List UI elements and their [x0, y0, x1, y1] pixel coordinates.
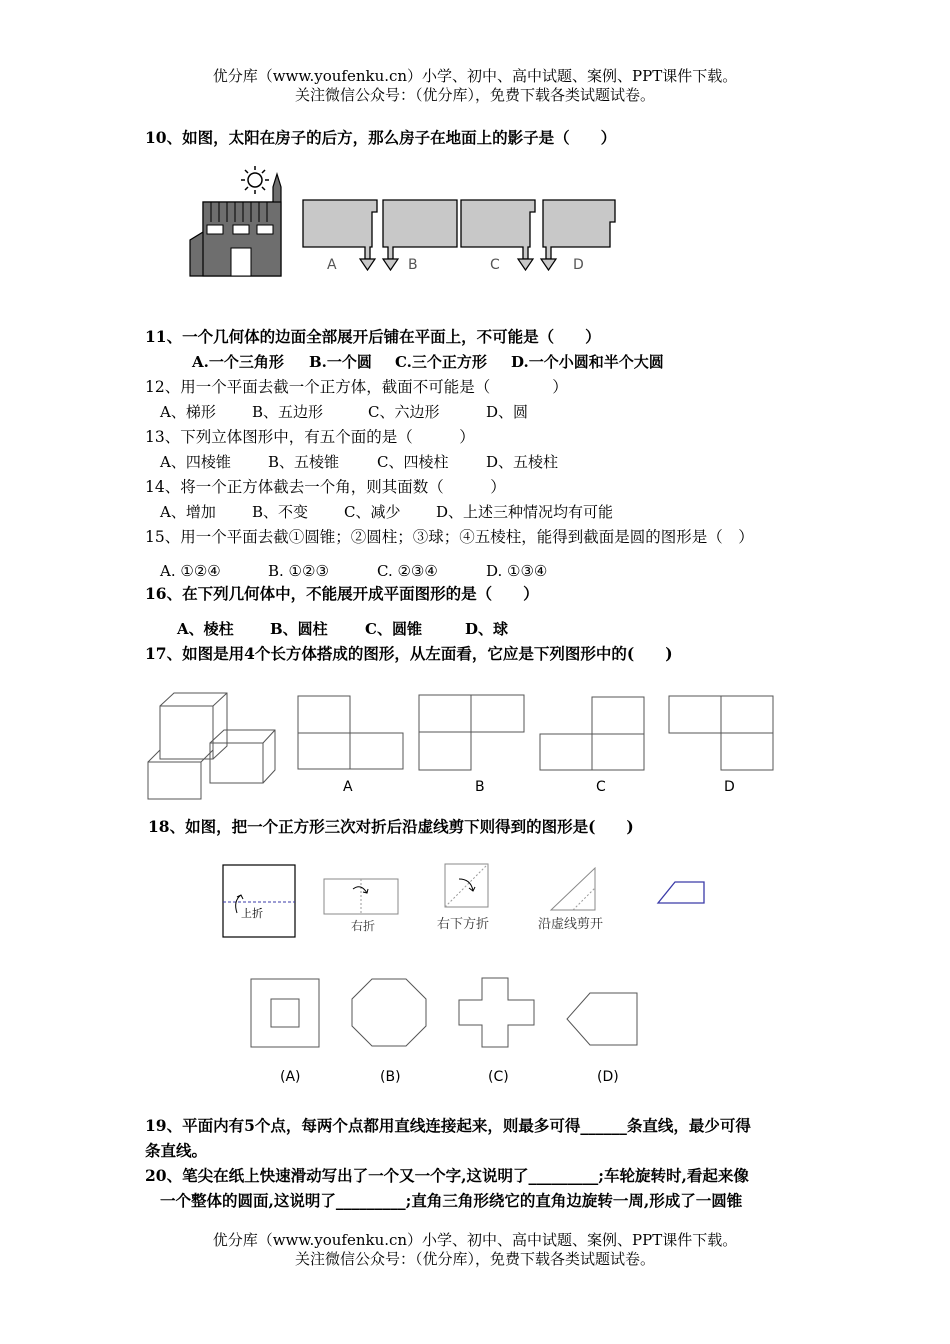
question-18-options: [240, 970, 660, 1090]
q14-option-c: C、减少: [344, 503, 401, 521]
footer-line-1: 优分库（www.youfenku.cn）小学、初中、高中试题、案例、PPT课件下载。: [212, 1231, 738, 1249]
q12-option-a: A、梯形: [160, 403, 216, 421]
q12-option-c: C、六边形: [368, 403, 440, 421]
q17-label-d: D: [724, 779, 735, 795]
q15-option-a: A. ①②④: [160, 562, 221, 580]
question-20-line-1: 20、笔尖在纸上快速滑动写出了一个又一个字,这说明了_________;车轮旋转时,看起来像: [145, 1166, 749, 1185]
q17-label-b: B: [475, 779, 485, 795]
q16-option-c: C、圆锥: [365, 620, 422, 638]
q13-option-b: B、五棱锥: [268, 453, 340, 471]
question-17-figure: [140, 688, 790, 803]
q18-option-b-shape: [352, 979, 426, 1046]
header-line-2: 关注微信公众号：（优分库），免费下载各类试题试卷。: [294, 86, 655, 104]
question-13-stem: 13、下列立体图形中，有五个面的是（ ）: [145, 428, 475, 446]
q17-label-a: A: [343, 779, 353, 795]
house-icon: [190, 174, 281, 276]
q15-option-c: C. ②③④: [377, 562, 438, 580]
shadow-option-b: [383, 200, 457, 270]
q14-option-d: D、上述三种情况均有可能: [436, 503, 614, 521]
shadow-option-a: [303, 200, 377, 270]
question-10-figure: [185, 162, 625, 282]
question-18-fold-steps: [215, 855, 715, 945]
q16-option-a: A、棱柱: [177, 620, 234, 638]
q18-label-d: (D): [597, 1069, 619, 1085]
q10-label-d: D: [573, 257, 584, 273]
question-18-stem: 18、如图，把一个正方形三次对折后沿虚线剪下则得到的图形是( ): [148, 817, 634, 836]
q16-option-b: B、圆柱: [270, 620, 328, 638]
q15-option-d: D. ①③④: [486, 562, 548, 580]
footer-line-2: 关注微信公众号：（优分库），免费下载各类试题试卷。: [294, 1250, 655, 1268]
fold-step-1: [223, 865, 295, 937]
stacked-blocks-figure: [148, 693, 275, 799]
q18-label-a: (A): [280, 1069, 301, 1085]
q11-option-d: D.一个小圆和半个大圆: [511, 353, 664, 371]
q13-option-d: D、五棱柱: [486, 453, 559, 471]
fold-step-4: [538, 868, 603, 932]
q13-option-c: C、四棱柱: [377, 453, 449, 471]
q17-option-d-shape: [669, 696, 773, 770]
q15-option-b: B. ①②③: [268, 562, 329, 580]
question-17-stem: 17、如图是用4个长方体搭成的图形，从左面看，它应是下列图形中的( ): [145, 644, 673, 663]
cut-result-shape: [658, 882, 704, 903]
question-15-stem: 15、用一个平面去截①圆锥；②圆柱；③球；④五棱柱，能得到截面是圆的图形是（ ）: [145, 528, 754, 546]
q13-option-a: A、四棱锥: [160, 453, 231, 471]
q11-option-a: A.一个三角形: [192, 353, 284, 371]
fold-step-2-label: 右折: [351, 919, 376, 933]
q12-option-b: B、五边形: [252, 403, 324, 421]
question-14-stem: 14、将一个正方体截去一个角，则其面数（ ）: [145, 478, 506, 496]
question-10-stem: 10、如图，太阳在房子的后方，那么房子在地面上的影子是（ ）: [145, 128, 617, 147]
q10-label-a: A: [327, 257, 337, 273]
question-11-stem: 11、一个几何体的边面全部展开后铺在平面上，不可能是（ ）: [145, 327, 601, 346]
q18-label-b: (B): [380, 1069, 401, 1085]
fold-step-4-label: 沿虚线剪开: [538, 917, 604, 932]
question-12-stem: 12、用一个平面去截一个正方体，截面不可能是（ ）: [145, 378, 568, 396]
q11-option-c: C.三个正方形: [395, 353, 487, 371]
q18-option-d-shape: [567, 993, 637, 1045]
q17-option-a-shape: [298, 696, 403, 769]
q18-option-a-shape: [251, 979, 319, 1047]
fold-step-2: [324, 879, 398, 933]
q17-option-c-shape: [540, 697, 644, 770]
q12-option-d: D、圆: [486, 403, 529, 421]
q17-option-b-shape: [419, 695, 524, 770]
q18-option-c-shape: [459, 978, 534, 1047]
question-20-line-2: 一个整体的圆面,这说明了_________;直角三角形绕它的直角边旋转一周,形成了一圆锥: [160, 1191, 743, 1210]
question-19-line-2: 条直线。: [145, 1141, 208, 1160]
q17-label-c: C: [596, 779, 606, 795]
q16-option-d: D、球: [465, 620, 509, 638]
question-19-line-1: 19、平面内有5个点，每两个点都用直线连接起来，则最多可得______条直线，最少可得: [145, 1116, 751, 1135]
question-16-stem: 16、在下列几何体中，不能展开成平面图形的是（ ）: [145, 584, 539, 603]
fold-step-3: [437, 864, 489, 932]
q11-option-b: B.一个圆: [309, 353, 372, 371]
q10-label-c: C: [490, 257, 500, 273]
header-line-1: 优分库（www.youfenku.cn）小学、初中、高中试题、案例、PPT课件下载。: [212, 67, 738, 85]
q14-option-b: B、不变: [252, 503, 309, 521]
q10-label-b: B: [408, 257, 418, 273]
fold-step-1-label: 上折: [241, 907, 263, 920]
sun-icon: [241, 166, 269, 194]
q18-label-c: (C): [488, 1069, 509, 1085]
fold-step-3-label: 右下方折: [437, 917, 490, 932]
q14-option-a: A、增加: [160, 503, 216, 521]
